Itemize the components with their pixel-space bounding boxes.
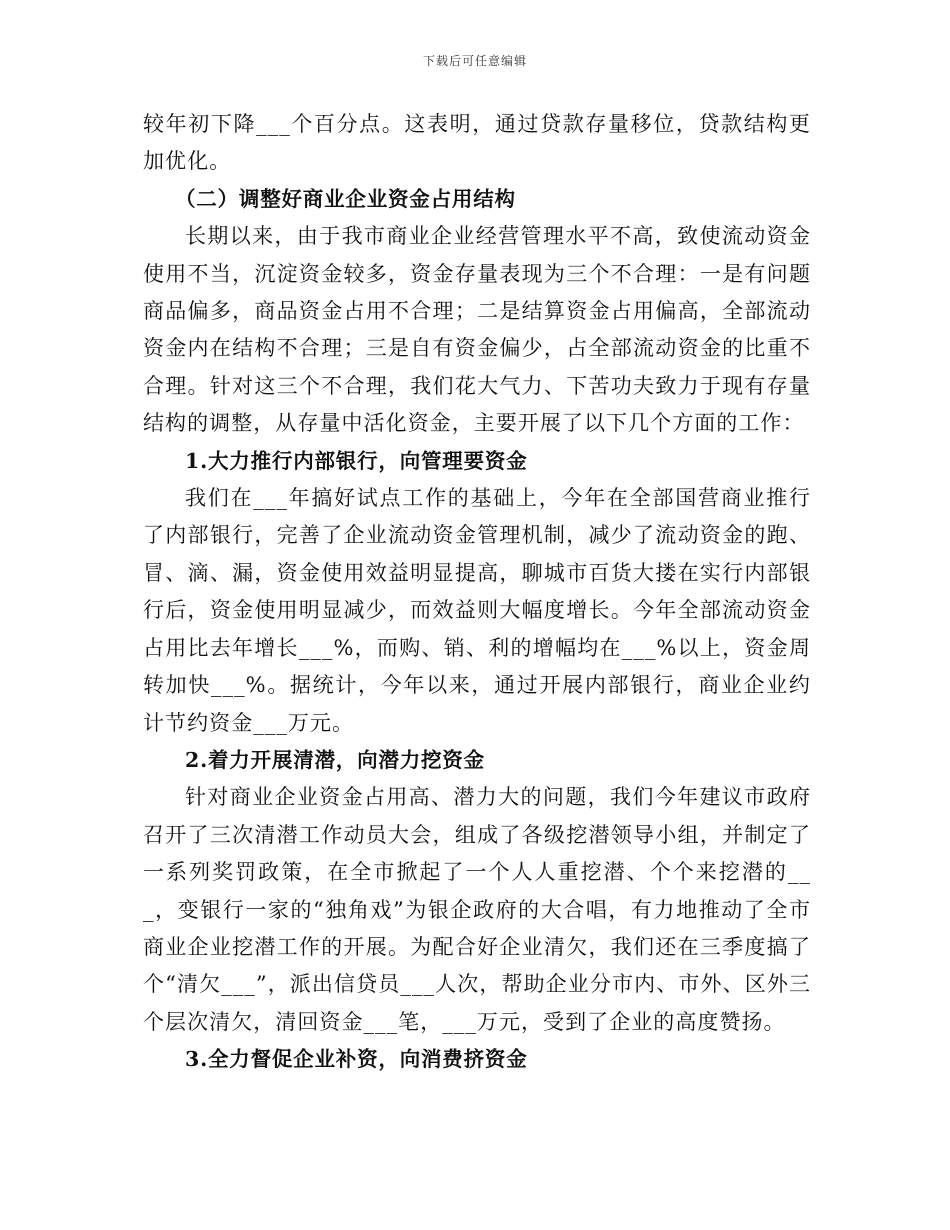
paragraph-internal-bank: 我们在___年搞好试点工作的基础上，今年在全部国营商业推行了内部银行，完善了企业流动资金管理机制，减少了流动资金的跑、冒、滴、漏，资金使用效益明显提高，聊城市百货大搂在实行内部银行后，资金使用明显减少，而效益则大幅度增长。今年全部流动资金占用比去年增长___%，而购、销、利的增幅均在___%以上，资金周转加快___%。据统计，今年以来，通过开展内部银行，商业企业约计节约资金___万元。 — [143, 486, 811, 735]
subheading-capital-supplement: 3.全力督促企业补资，向消费挤资金 — [185, 1047, 528, 1072]
subheading-internal-bank: 1.大力推行内部银行，向管理要资金 — [185, 448, 528, 473]
document-body — [143, 106, 811, 1079]
paragraph-clearing: 针对商业企业资金占用高、潜力大的问题，我们今年建议市政府召开了三次清潜工作动员大会，组成了各级挖潜领导小组，并制定了一系列奖罚政策，在全市掀起了一个人人重挖潜、个个来挖潜的___，变银行一家的“独角戏”为银企政府的大合唱，有力地推动了全市商业企业挖潜工作的开展。为配合好企业清欠，我们还在三季度搞了个“清欠___”，派出信贷员___人次，帮助企业分市内、市外、区外三个层次清欠，清回资金___笔，___万元，受到了企业的高度赞扬。 — [143, 785, 811, 1034]
subheading-clearing: 2.着力开展清潜，向潜力挖资金 — [185, 747, 485, 772]
paragraph-background: 长期以来，由于我市商业企业经营管理水平不高，致使流动资金使用不当，沉淀资金较多，资金存量表现为三个不合理：一是有问题商品偏多，商品资金占用不合理；二是结算资金占用偏高，全部流动资金内在结构不合理；三是自有资金偏少，占全部流动资金的比重不合理。针对这三个不合理，我们花大气力、下苦功夫致力于现有存量结构的调整，从存量中活化资金，主要开展了以下几个方面的工作： — [143, 224, 811, 436]
section-heading-2: （二）调整好商业企业资金占用结构 — [175, 186, 516, 211]
paragraph-continuation: 较年初下降___个百分点。这表明，通过贷款存量移位，贷款结构更加优化。 — [143, 112, 811, 174]
page-header: 下载后可任意编辑 — [422, 54, 527, 68]
